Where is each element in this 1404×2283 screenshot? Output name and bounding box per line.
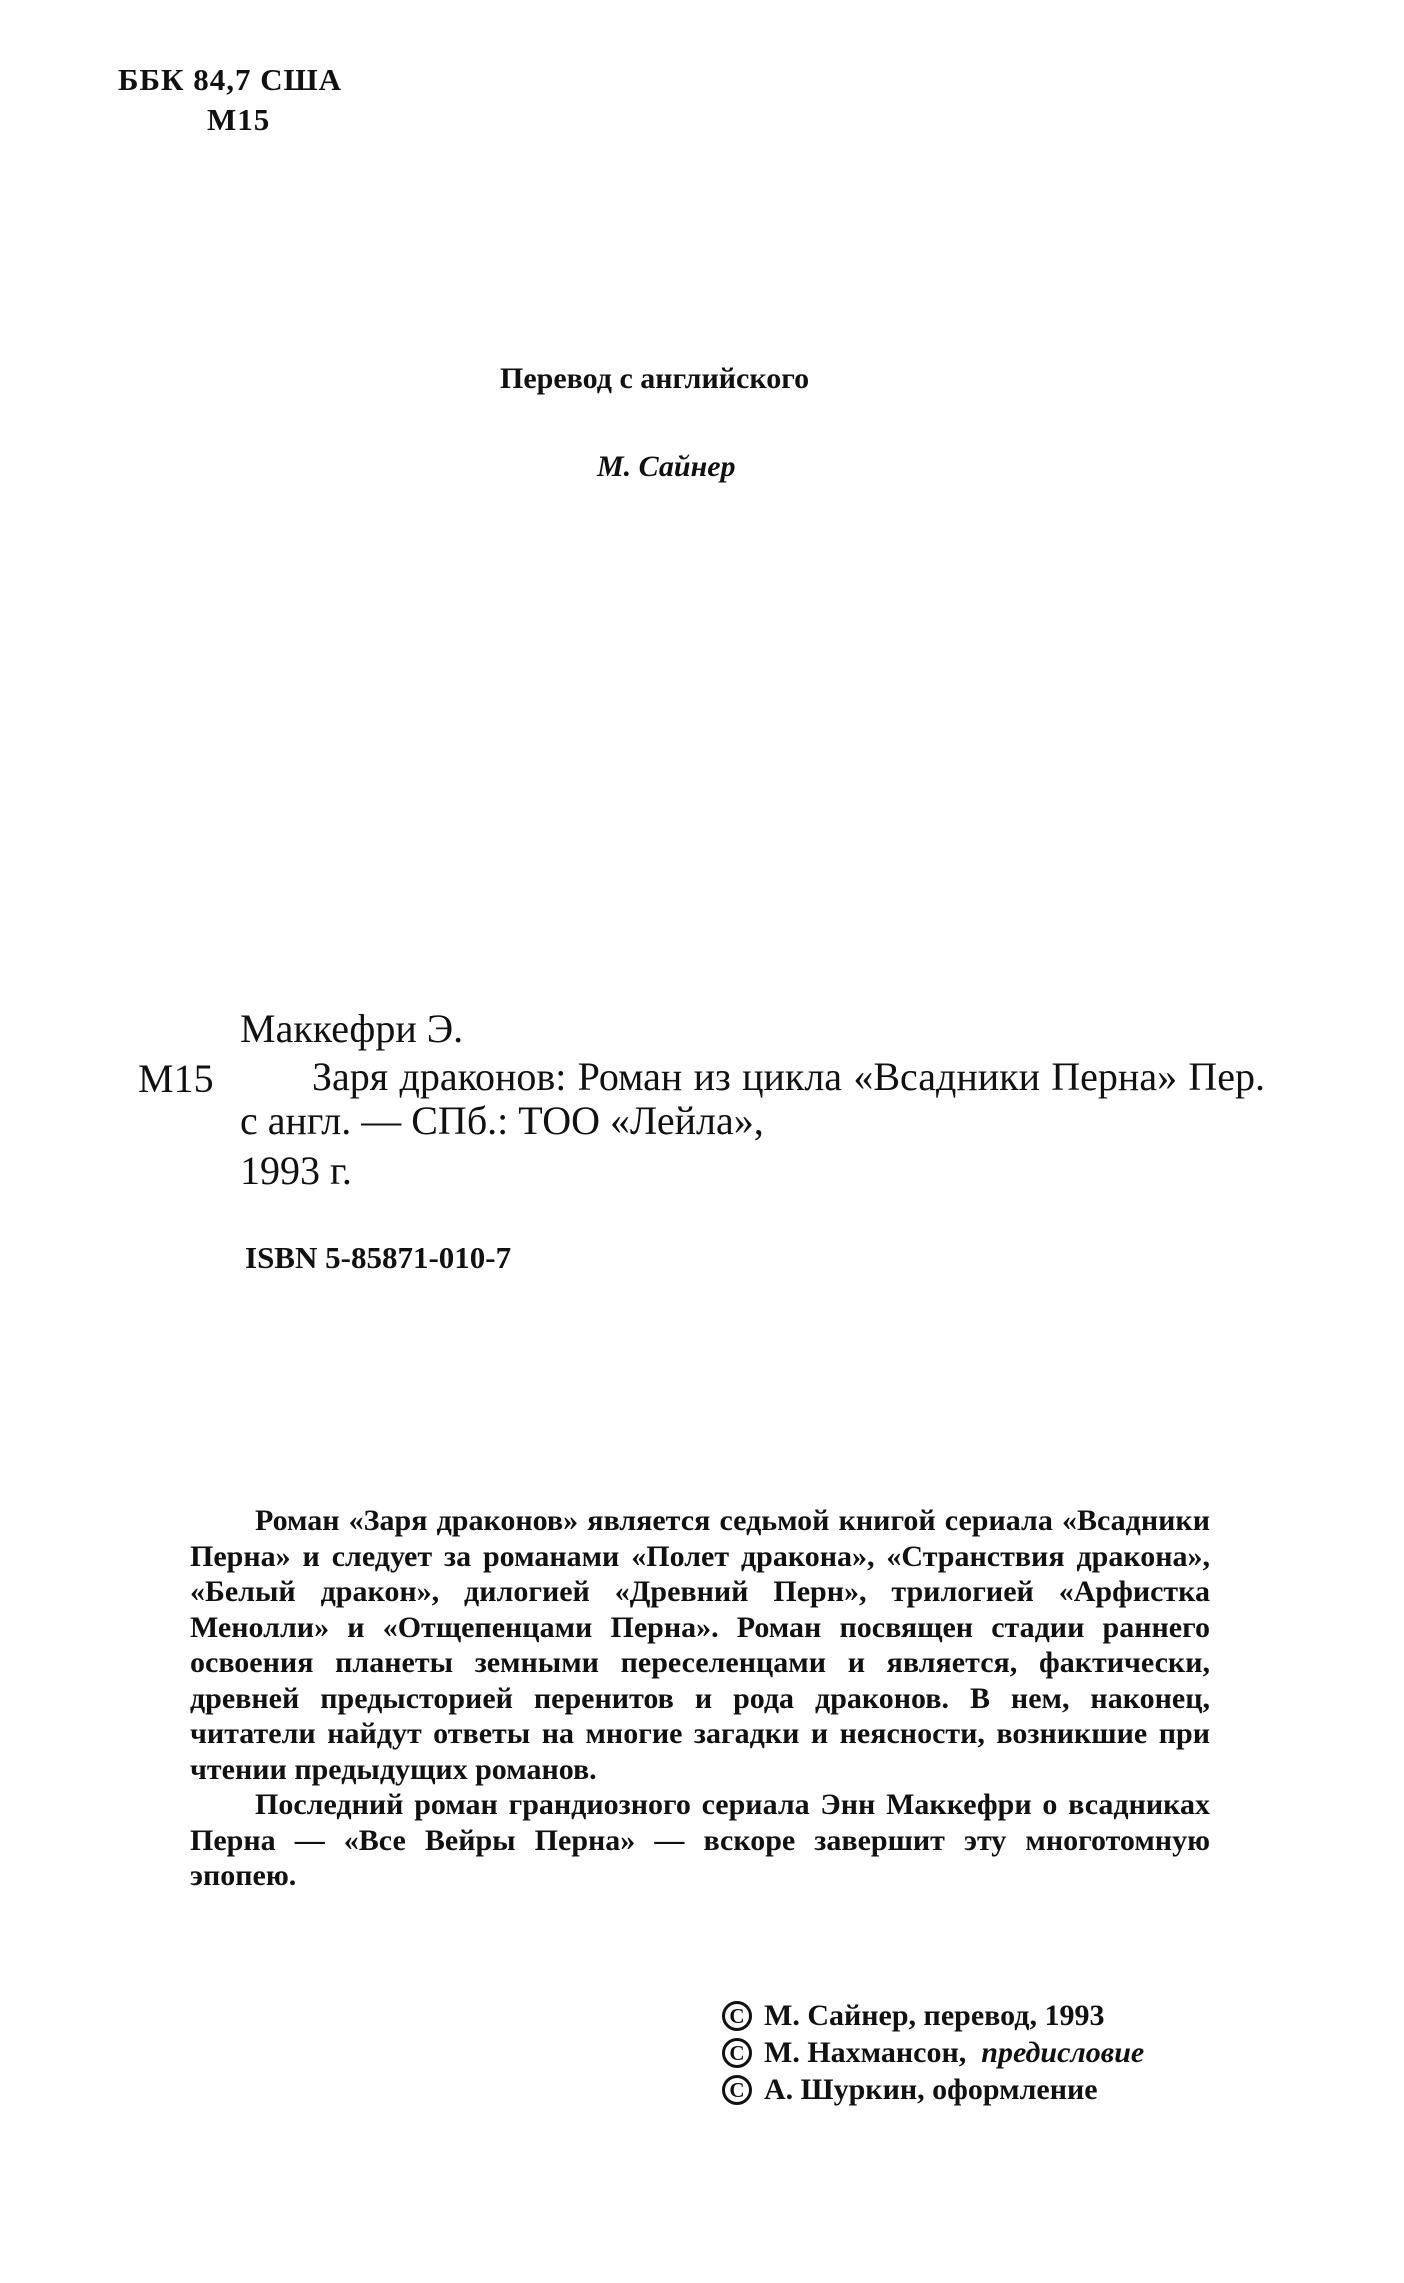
card-author: Маккефри Э. — [240, 1006, 464, 1051]
card-description: Заря драконов: Роман из цикла «Всадники Перна» Пер. с англ. — СПб.: ТОО «Лейла», — [240, 1054, 1265, 1143]
copyright-icon: C — [722, 2038, 752, 2068]
copyright-text: М. Нахмансон, — [764, 2035, 967, 2069]
copyright-icon: C — [722, 2001, 752, 2031]
card-year: 1993 г. — [240, 1148, 352, 1193]
copyright-line-design — [722, 2072, 1144, 2107]
annotation-paragraph-1: Роман «Заря драконов» является седьмой книгой сериала «Всадники Перна» и следует за романами «Полет дракона», «Странствия дракона», «Белый дракон», дилогией «Древний Перн», трилогией «Арфистка Менолли» и «Отщепенцами Перна». Роман посвящен стадии раннего освоения планеты земными переселенцами и является, фактически, древней предысторией перенитов и рода драконов. В нем, наконец, читатели найдут ответы на многие загадки и неясности, возникшие при чтении предыдущих романов. — [190, 1504, 1210, 1786]
copyright-text: А. Шуркин, оформление — [764, 2072, 1098, 2106]
card-code: М15 — [138, 1056, 214, 1101]
copyright-block — [722, 1998, 1144, 2109]
annotation-paragraph-2: Последний роман грандиозного сериала Энн Маккефри о всадниках Перна — «Все Вейры Перна» — вскоре завершит эту многотомную эпопею. — [190, 1788, 1210, 1892]
bbk-code: ББК 84,7 США — [118, 62, 343, 97]
copyright-icon: C — [722, 2075, 752, 2105]
translator-name: М. Сайнер — [597, 450, 736, 483]
bbk-author-code: М15 — [207, 102, 271, 137]
isbn: ISBN 5-85871-010-7 — [245, 1240, 512, 1275]
copyright-role: предисловие — [981, 2035, 1145, 2069]
copyright-text: М. Сайнер, перевод, 1993 — [764, 1998, 1105, 2032]
translation-note: Перевод с английского — [500, 362, 810, 395]
copyright-line-preface — [722, 2035, 1144, 2070]
annotation — [190, 1503, 1210, 1894]
copyright-line-translation — [722, 1998, 1144, 2033]
